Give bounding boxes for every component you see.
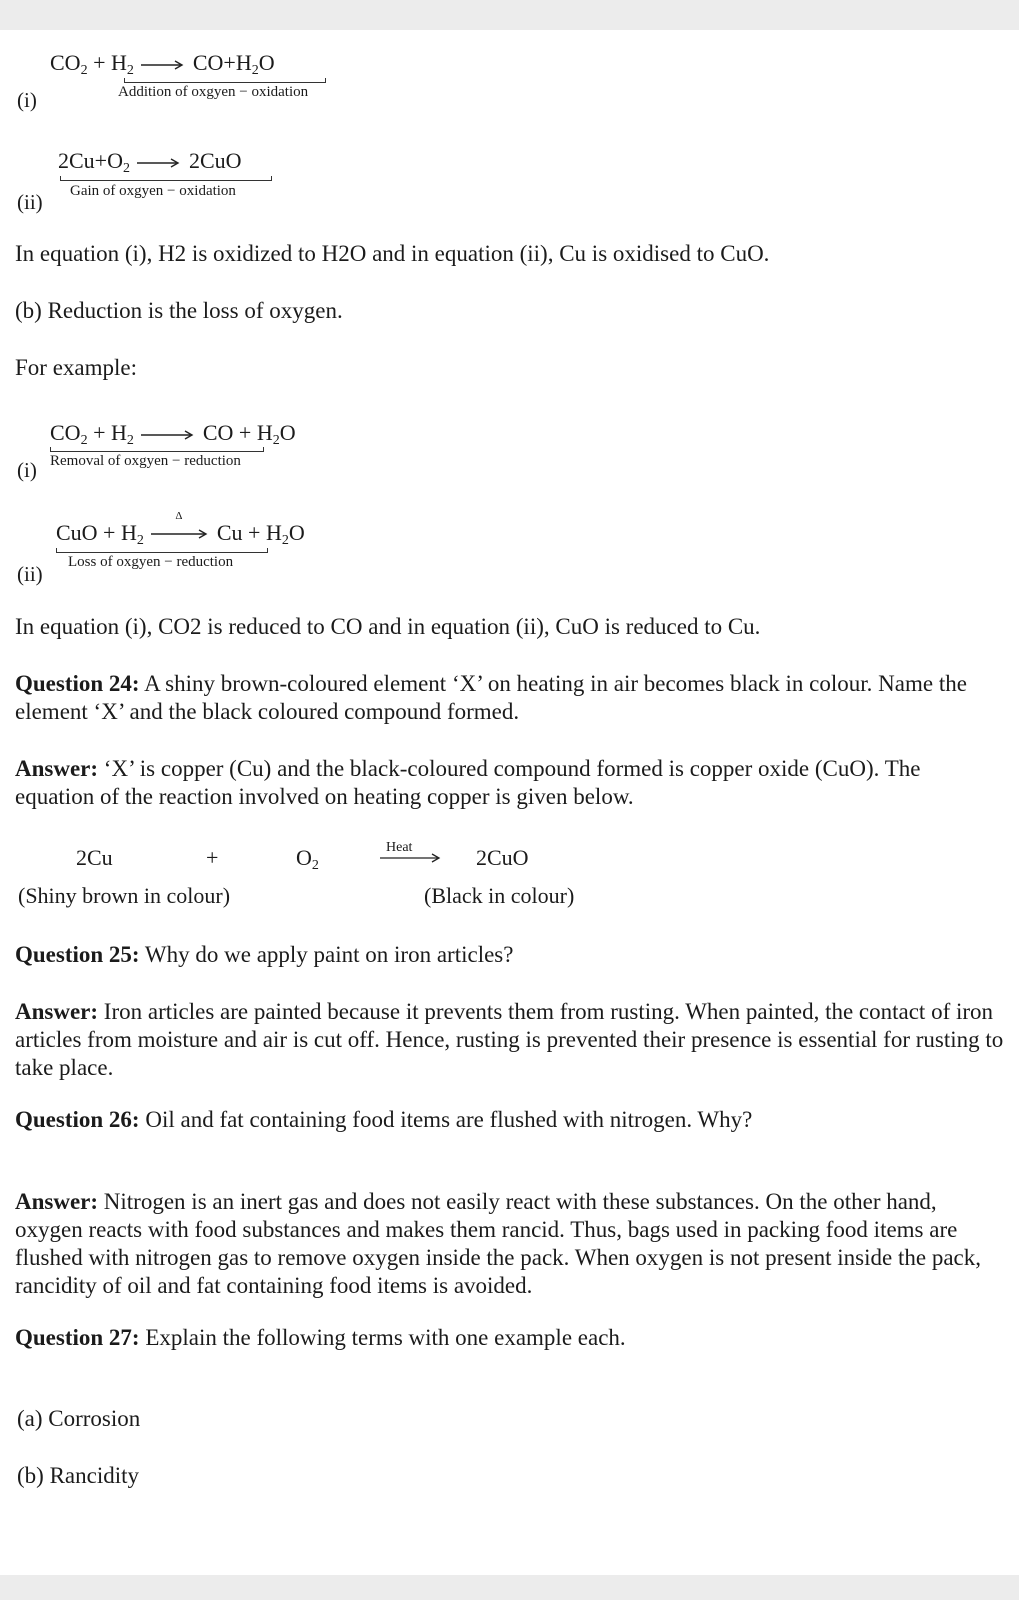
question-25 [15,941,1005,969]
equation-number: (i) [17,458,37,482]
plus-sign: + [206,845,219,870]
document-page [0,30,1019,1575]
underbrace [60,176,272,181]
product-colour-note: (Black in colour) [424,883,575,908]
question-text: Explain the following terms with one example each. [139,1325,626,1350]
term-rancidity: (b) Rancidity [17,1463,139,1488]
oxidation-summary: In equation (i), H2 is oxidized to H2O and in equation (ii), Cu is oxidised to CuO. [15,241,770,266]
equation-label: Addition of oxgyen − oxidation [118,84,309,100]
answer-text: ‘X’ is copper (Cu) and the black-coloured compound formed is copper oxide (CuO). The equation of the reaction involved on heating copper is given below. [15,756,921,809]
reaction-arrow-icon [149,528,211,540]
answer-24 [15,755,1005,811]
equation-label: Gain of oxgyen − oxidation [70,183,236,199]
equation-oxidation-2: $2Cu+O_2$ 2CuO [58,148,242,176]
reaction-arrow-icon [139,59,187,71]
question-text: Why do we apply paint on iron articles? [139,942,514,967]
reduction-summary: In equation (i), CO2 is reduced to CO and in equation (ii), CuO is reduced to Cu. [15,614,761,639]
example-label: For example: [15,355,137,380]
answer-label: Answer: [15,999,99,1024]
answer-text: Nitrogen is an inert gas and does not easily react with these substances. On the other hand, oxygen reacts with food substances and makes them rancid. Thus, bags used in packing food items are flushed with nitrogen gas to remove oxygen inside the pack. When oxygen is not present inside the pack, rancidity of oil and fat containing food items is avoided. [15,1189,981,1298]
equation-reduction-1: $CO_2 + H_2$ CO + $H_2O$ [50,420,296,448]
question-text: Oil and fat containing food items are flushed with nitrogen. Why? [139,1107,753,1132]
question-label: Question 27: [15,1325,140,1350]
reaction-arrow-icon [135,157,183,169]
equation-label: Removal of oxgyen − reduction [50,453,241,469]
heat-label: Heat [386,840,413,855]
equation-number: (ii) [17,190,43,214]
question-27 [15,1324,1005,1352]
reactant-oxygen: $O_2$ [296,845,319,873]
reactant-copper: 2Cu [76,845,113,870]
question-text: A shiny brown-coloured element ‘X’ on heating in air becomes black in colour. Name the element ‘X’ and the black coloured compound formed. [15,671,967,724]
question-label: Question 26: [15,1107,140,1132]
answer-label: Answer: [15,1189,99,1214]
answer-26 [15,1188,1005,1300]
question-label: Question 24: [15,671,140,696]
question-26 [15,1106,1005,1134]
underbrace [56,548,268,553]
equation-reduction-2: CuO + $H_2$ Δ $Cu + H_2O$ [56,510,305,548]
equation-oxidation-1: $CO_2 + H_2$ $CO+H_2O$ [50,50,275,78]
answer-label: Answer: [15,756,99,781]
answer-text: Iron articles are painted because it prevents them from rusting. When painted, the contact of iron articles from moisture and air is cut off. Hence, rusting is prevented their presence is essential for rusting to take place. [15,999,1004,1080]
equation-number: (i) [17,88,37,112]
answer-25 [15,998,1005,1082]
underbrace [124,78,326,83]
equation-label: Loss of oxgyen − reduction [68,554,234,570]
product-copper-oxide: 2CuO [476,845,529,870]
question-24 [15,670,1005,726]
heat-symbol: Δ [175,510,183,522]
underbrace [50,447,264,452]
reaction-arrow-icon [378,852,444,864]
reactant-colour-note: (Shiny brown in colour) [18,883,231,908]
question-label: Question 25: [15,942,140,967]
term-corrosion: (a) Corrosion [17,1406,141,1431]
reduction-heading: (b) Reduction is the loss of oxygen. [15,298,343,323]
reaction-arrow-icon [139,429,197,441]
equation-number: (ii) [17,562,43,586]
